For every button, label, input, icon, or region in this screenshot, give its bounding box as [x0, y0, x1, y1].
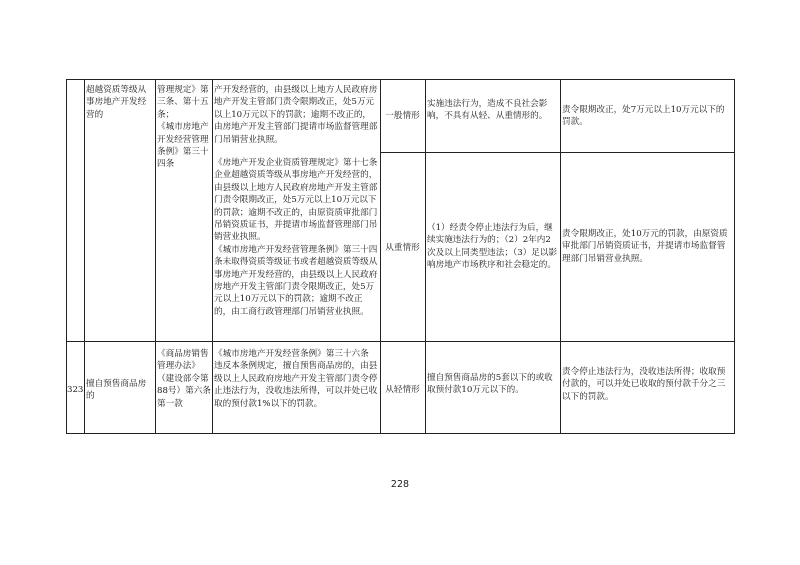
- row-1-clause-1-standard: 实施违法行为，造成不良社会影响，不具有从轻、从重情形的。: [427, 99, 548, 122]
- row-2-clause-1-content: 《城市房地产开发经营条例》第三十六条 违反本条例规定，擅自预售商品房的，由县级以上人民政府房地产开发主管部门责令停止违法行为，没收违法所得，可以并处已收取的预付款1%以下的罚款。: [214, 349, 378, 409]
- row-1-clause-1-content: 产开发经营的，由县级以上地方人民政府房地产开发主管部门责令限期改正，处5万元以上10万元以下的罚款；逾期不改正的，由房地产开发主管部门提请市场监督管理部门吊销营业执照。: [214, 85, 378, 145]
- row-1-clause-2-standard: （1）经责令停止违法行为后，继续实施违法行为的；（2）2年内2次及以上同类型违法；（3）足以影响房地产市场秩序和社会稳定的。: [427, 223, 558, 271]
- row-1-legal-basis: 管理规定》第三条、第十五条； 《城市房地产开发经营管理条例》第三十四条: [157, 85, 209, 170]
- col-line-3: [212, 79, 213, 434]
- table-border-top: [66, 79, 735, 80]
- row-1-clause-2-content: 《房地产开发企业资质管理规定》第十七条企业超越资质等级从事房地产开发经营的，由县级以上地方人民政府房地产开发主管部门责令限期改正，处5万元以上10万元以下的罚款；逾期不改正的，由原资质审批部门吊销资质证书，并提请市场监督管理部门吊销营业执照。 《城市房地产开发经营管理条例》第三十四条未取得资质等级证书或者超越资质等级从事房地产开发经营的，由县级以上人民政府房地产开发主管部门责令限期改正，处5万元以上10万元以下的罚款；逾期不改正的，由工商行政管理部门吊销营业执照。: [214, 158, 378, 317]
- row-1-clause-2-penalty: 责令限期改正，处10万元的罚款，由原资质审批部门吊销资质证书，并提请市场监督管理部门吊销营业执照。: [562, 229, 728, 264]
- row-1-violation-item: 超越资质等级从事房地产开发经营的: [86, 85, 147, 120]
- row-1-clause-1-penalty: 责令限期改正，处7万元以上10万元以下的罚款。: [562, 105, 725, 128]
- page-number: 228: [390, 479, 410, 490]
- row-divider: [66, 341, 735, 342]
- row-2-violation-item: 擅自预售商品房的: [86, 379, 147, 402]
- row-2-clause-1-standard: 擅自预售商品房的5套以下的或收取预付款10万元以下的。: [427, 373, 553, 396]
- col-line-1: [84, 79, 85, 434]
- row-2-clause-1-situation: 从轻情形: [385, 385, 420, 395]
- row-2-legal-basis: 《商品房销售管理办法》（建设部令第88号）第六条第一款: [157, 349, 211, 409]
- col-line-5: [425, 79, 426, 434]
- col-line-2: [155, 79, 156, 434]
- col-line-6: [560, 79, 561, 434]
- row-2-clause-1-penalty: 责令停止违法行为，没收违法所得；收取预付款的，可以并处已收取的预付款千分之三以下的罚款。: [562, 367, 726, 402]
- col-line-0: [66, 79, 67, 434]
- table-border-bottom: [66, 433, 735, 434]
- col-line-4: [380, 79, 381, 434]
- row-1-clause-2-situation: 从重情形: [385, 243, 420, 253]
- subrow-divider: [380, 152, 735, 153]
- row-2-number: 323: [67, 385, 84, 395]
- row-1-clause-1-situation: 一般情形: [385, 111, 420, 121]
- col-line-7: [734, 79, 735, 434]
